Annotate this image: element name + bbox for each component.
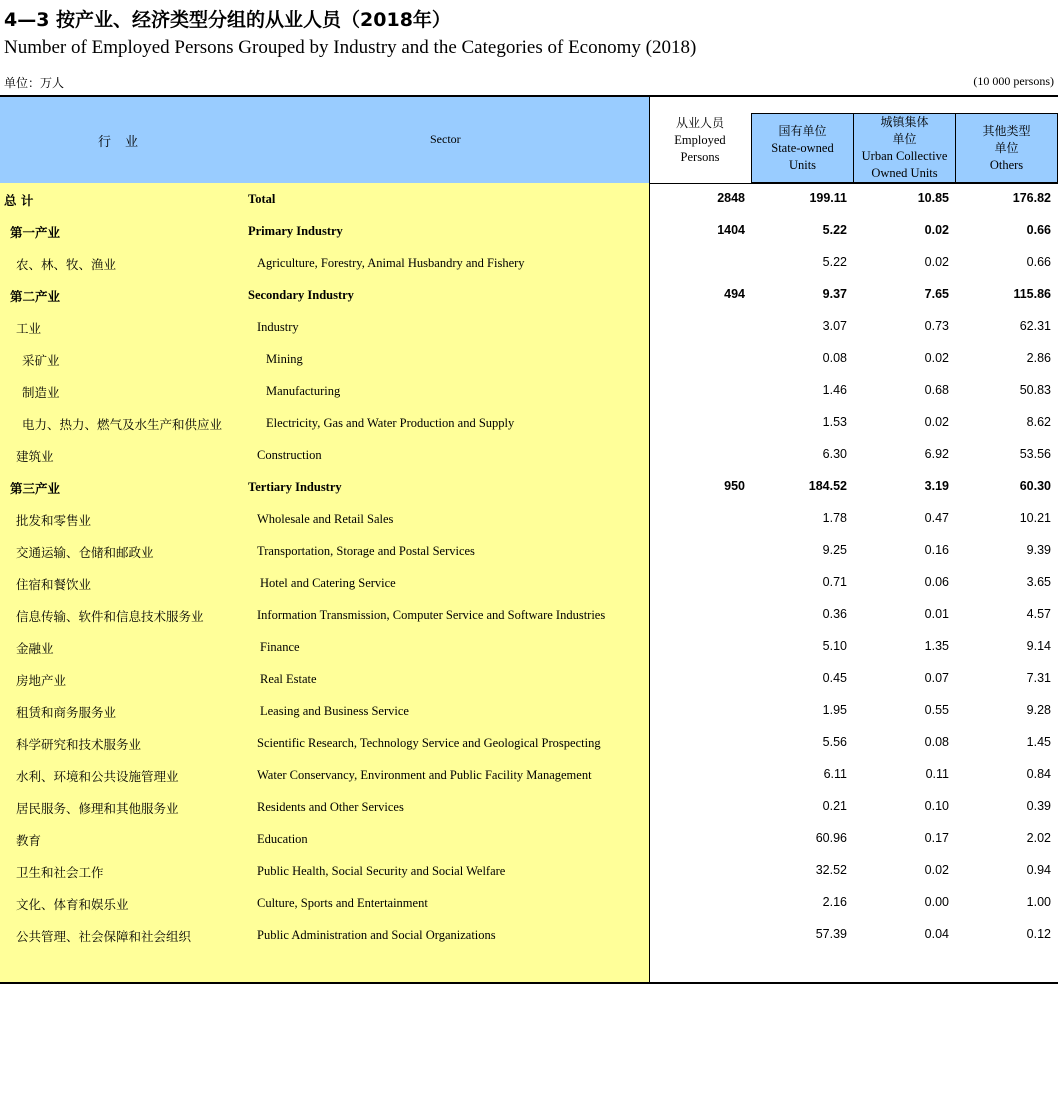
cell-state: 5.22 — [822, 255, 847, 269]
header-others-en: Others — [989, 157, 1024, 172]
table-row — [0, 663, 1058, 695]
cell-others: 53.56 — [1019, 447, 1051, 461]
row-label-cn: 总 计 — [4, 193, 34, 208]
header-collective-cn2: 单位 — [892, 132, 917, 146]
header-collective-en2: Owned Units — [871, 166, 938, 180]
cell-others: 9.14 — [1026, 639, 1051, 653]
row-label-cn: 农、林、牧、渔业 — [16, 257, 117, 272]
cell-collective: 0.06 — [924, 575, 949, 589]
cell-state: 199.11 — [809, 191, 847, 205]
row-label-en: Industry — [257, 320, 299, 334]
cell-others: 0.39 — [1026, 799, 1051, 813]
page-title-chinese: 4—3 按产业、经济类型分组的从业人员（2018年） — [4, 9, 451, 31]
cell-collective: 0.17 — [924, 831, 949, 845]
cell-state: 9.37 — [822, 287, 847, 301]
row-label-cn: 文化、体育和娱乐业 — [16, 897, 129, 912]
table-row — [0, 919, 1058, 951]
row-label-en: Culture, Sports and Entertainment — [257, 896, 428, 910]
table-row — [0, 759, 1058, 791]
row-label-cn: 信息传输、软件和信息技术服务业 — [16, 609, 204, 624]
cell-state: 184.52 — [808, 479, 847, 493]
row-label-en: Water Conservancy, Environment and Public Facility Management — [257, 768, 592, 782]
cell-others: 3.65 — [1026, 575, 1051, 589]
cell-state: 2.16 — [822, 895, 847, 909]
cell-state: 1.53 — [822, 415, 847, 429]
header-employed-en2: Persons — [680, 149, 720, 164]
header-others-cn2: 单位 — [994, 140, 1019, 155]
header-collective-en1: Urban Collective — [861, 149, 948, 163]
row-label-en: Finance — [260, 640, 300, 654]
row-label-en: Scientific Research, Technology Service and Geological Prospecting — [257, 736, 601, 750]
cell-others: 7.31 — [1026, 671, 1051, 685]
table-row — [0, 631, 1058, 663]
cell-others: 1.00 — [1026, 895, 1051, 909]
table-row — [0, 279, 1058, 311]
cell-collective: 0.00 — [924, 895, 949, 909]
header-sector-en: Sector — [430, 132, 461, 146]
table-row — [0, 791, 1058, 823]
row-label-cn: 建筑业 — [16, 449, 54, 464]
header-employed-persons — [649, 97, 751, 183]
header-collective-cn1: 城镇集体 — [880, 115, 929, 129]
table-row — [0, 887, 1058, 919]
cell-state: 0.21 — [822, 799, 847, 813]
row-label-cn: 租赁和商务服务业 — [16, 705, 117, 720]
cell-collective: 3.19 — [924, 479, 949, 493]
row-label-en: Agriculture, Forestry, Animal Husbandry and Fishery — [257, 256, 525, 270]
row-label-en: Public Health, Social Security and Social Welfare — [257, 864, 506, 878]
header-state-cn: 国有单位 — [778, 123, 827, 138]
cell-others: 9.28 — [1026, 703, 1051, 717]
cell-others: 176.82 — [1012, 191, 1051, 205]
row-label-cn: 教育 — [16, 833, 42, 848]
cell-state: 5.10 — [822, 639, 847, 653]
page-title-english: Number of Employed Persons Grouped by Industry and the Categories of Economy (2018) — [4, 37, 697, 58]
header-others-cn1: 其他类型 — [982, 123, 1031, 138]
cell-state: 60.96 — [815, 831, 847, 845]
cell-state: 0.36 — [822, 607, 847, 621]
cell-collective: 1.35 — [924, 639, 949, 653]
table-row — [0, 343, 1058, 375]
row-label-cn: 金融业 — [16, 641, 54, 656]
cell-state: 3.07 — [822, 319, 847, 333]
cell-collective: 10.85 — [917, 191, 949, 205]
row-label-cn: 采矿业 — [22, 353, 60, 368]
cell-collective: 0.16 — [924, 543, 949, 557]
cell-others: 0.94 — [1026, 863, 1051, 877]
cell-employed: 2848 — [717, 191, 745, 205]
table-header-columns — [649, 97, 1058, 183]
row-label-en: Primary Industry — [248, 224, 343, 238]
header-others — [955, 113, 1058, 183]
cell-others: 0.84 — [1026, 767, 1051, 781]
row-label-en: Secondary Industry — [248, 288, 354, 302]
cell-state: 32.52 — [815, 863, 847, 877]
cell-employed: 494 — [724, 287, 745, 301]
cell-collective: 0.08 — [924, 735, 949, 749]
header-employed-cn: 从业人员 — [675, 115, 724, 130]
cell-state: 0.71 — [822, 575, 847, 589]
row-label-cn: 第二产业 — [10, 289, 61, 304]
cell-collective: 0.11 — [925, 767, 949, 781]
cell-state: 57.39 — [815, 927, 847, 941]
table-row — [0, 407, 1058, 439]
cell-state: 6.11 — [823, 767, 847, 781]
row-label-en: Total — [248, 192, 276, 206]
cell-collective: 0.02 — [924, 863, 949, 877]
cell-collective: 0.02 — [924, 351, 949, 365]
row-label-cn: 第三产业 — [10, 481, 61, 496]
row-label-cn: 公共管理、社会保障和社会组织 — [16, 929, 192, 944]
cell-collective: 0.55 — [924, 703, 949, 717]
header-state-en2: Units — [788, 157, 817, 172]
row-label-en: Leasing and Business Service — [260, 704, 409, 718]
row-label-en: Wholesale and Retail Sales — [257, 512, 394, 526]
cell-others: 8.62 — [1026, 415, 1051, 429]
cell-others: 62.31 — [1019, 319, 1051, 333]
table-row — [0, 375, 1058, 407]
table-row — [0, 215, 1058, 247]
cell-collective: 0.02 — [924, 415, 949, 429]
cell-state: 1.46 — [822, 383, 847, 397]
cell-others: 4.57 — [1026, 607, 1051, 621]
row-label-cn: 工业 — [16, 321, 42, 336]
cell-others: 0.12 — [1026, 927, 1051, 941]
table-row — [0, 599, 1058, 631]
cell-employed: 950 — [724, 479, 745, 493]
row-label-en: Construction — [257, 448, 322, 462]
header-urban-collective — [853, 113, 956, 183]
cell-collective: 0.68 — [924, 383, 949, 397]
table-row — [0, 567, 1058, 599]
row-label-cn: 水利、环境和公共设施管理业 — [16, 769, 179, 784]
row-label-en: Electricity, Gas and Water Production and Supply — [266, 416, 515, 430]
cell-state: 5.22 — [822, 223, 847, 237]
row-label-cn: 科学研究和技术服务业 — [16, 737, 142, 752]
cell-others: 2.02 — [1026, 831, 1051, 845]
cell-others: 60.30 — [1019, 479, 1051, 493]
row-label-en: Real Estate — [260, 672, 317, 686]
cell-others: 10.21 — [1019, 511, 1051, 525]
row-label-cn: 批发和零售业 — [16, 513, 92, 528]
row-label-cn: 房地产业 — [16, 673, 67, 688]
cell-collective: 0.10 — [924, 799, 949, 813]
table-row — [0, 695, 1058, 727]
unit-label-english: (10 000 persons) — [973, 74, 1054, 88]
unit-label-chinese: 单位：万人 — [4, 76, 65, 90]
row-label-en: Manufacturing — [266, 384, 341, 398]
row-label-cn: 居民服务、修理和其他服务业 — [16, 801, 179, 816]
row-label-en: Public Administration and Social Organizations — [257, 928, 496, 942]
cell-collective: 0.07 — [924, 671, 949, 685]
cell-others: 2.86 — [1026, 351, 1051, 365]
cell-collective: 6.92 — [924, 447, 949, 461]
row-label-en: Mining — [266, 352, 303, 366]
cell-state: 0.08 — [822, 351, 847, 365]
header-employed-en1: Employed — [674, 132, 726, 147]
table-row — [0, 311, 1058, 343]
cell-others: 0.66 — [1026, 255, 1051, 269]
table-row — [0, 855, 1058, 887]
table-row — [0, 727, 1058, 759]
cell-others: 0.66 — [1026, 223, 1051, 237]
table-row — [0, 535, 1058, 567]
cell-collective: 0.73 — [924, 319, 949, 333]
cell-collective: 0.04 — [924, 927, 949, 941]
table-row — [0, 183, 1058, 215]
cell-collective: 7.65 — [924, 287, 949, 301]
cell-state: 6.30 — [822, 447, 847, 461]
row-label-en: Residents and Other Services — [257, 800, 404, 814]
table-row — [0, 247, 1058, 279]
table-row — [0, 471, 1058, 503]
header-state-owned — [751, 113, 854, 183]
row-label-cn: 第一产业 — [10, 225, 61, 240]
row-label-en: Tertiary Industry — [248, 480, 342, 494]
table-row — [0, 823, 1058, 855]
header-industry-cn: 行业 — [98, 135, 153, 150]
row-label-en: Information Transmission, Computer Service and Software Industries — [257, 608, 606, 622]
row-label-cn: 制造业 — [22, 385, 60, 400]
table-row — [0, 439, 1058, 471]
cell-state: 0.45 — [822, 671, 847, 685]
cell-employed: 1404 — [717, 223, 745, 237]
cell-collective: 0.47 — [924, 511, 949, 525]
cell-state: 5.56 — [822, 735, 847, 749]
cell-collective: 0.02 — [924, 255, 949, 269]
cell-others: 1.45 — [1026, 735, 1051, 749]
header-divider — [649, 97, 650, 183]
cell-others: 9.39 — [1026, 543, 1051, 557]
cell-state: 1.95 — [822, 703, 847, 717]
cell-others: 50.83 — [1019, 383, 1051, 397]
cell-collective: 0.01 — [924, 607, 949, 621]
row-label-en: Hotel and Catering Service — [260, 576, 396, 590]
cell-state: 1.78 — [822, 511, 847, 525]
row-label-cn: 卫生和社会工作 — [16, 865, 104, 880]
row-label-cn: 交通运输、仓储和邮政业 — [16, 545, 154, 560]
row-label-cn: 住宿和餐饮业 — [16, 577, 92, 592]
cell-others: 115.86 — [1013, 287, 1051, 301]
table-row — [0, 503, 1058, 535]
cell-collective: 0.02 — [924, 223, 949, 237]
header-state-en1: State-owned — [771, 140, 834, 155]
cell-state: 9.25 — [822, 543, 847, 557]
row-label-en: Transportation, Storage and Postal Services — [257, 544, 475, 558]
table-bottom-rule — [0, 982, 1058, 984]
row-label-cn: 电力、热力、燃气及水生产和供应业 — [22, 417, 223, 432]
row-label-en: Education — [257, 832, 308, 846]
